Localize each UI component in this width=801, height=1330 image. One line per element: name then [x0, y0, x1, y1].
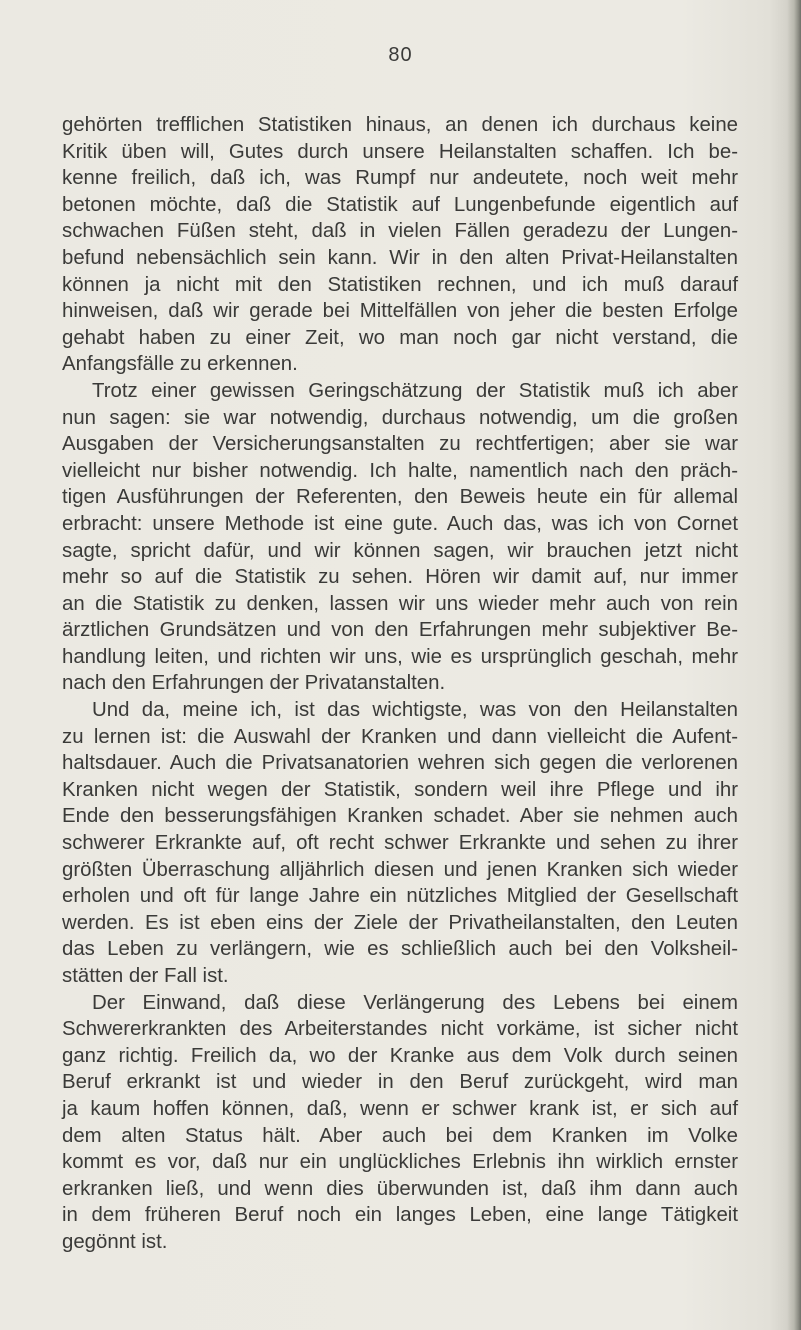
text-line: handlung leiten, und richten wir uns, wie es ursprünglich geschah, mehr — [62, 645, 738, 668]
text-line: größten Überraschung alljährlich diesen und jenen Kranken sich wieder — [62, 858, 738, 881]
text-line: ärztlichen Grundsätzen und von den Erfahrungen mehr subjektiver Be- — [62, 619, 738, 642]
text-line: stätten der Fall ist. — [62, 965, 229, 987]
text-line: erbracht: unsere Methode ist eine gute. Auch das, was ich von Cornet — [62, 512, 738, 535]
text-line: werden. Es ist eben eins der Ziele der Privatheilanstalten, den Leuten — [62, 911, 738, 934]
text-line: befund nebensächlich sein kann. Wir in den alten Privat-Heilanstalten — [62, 246, 738, 269]
text-line: ganz richtig. Freilich da, wo der Kranke aus dem Volk durch seinen — [62, 1044, 738, 1067]
text-line: Schwererkrankten des Arbeiterstandes nicht vorkäme, ist sicher nicht — [62, 1018, 738, 1041]
text-line: an die Statistik zu denken, lassen wir uns wieder mehr auch von rein — [62, 592, 738, 615]
text-line: vielleicht nur bisher notwendig. Ich halte, namentlich nach den präch- — [62, 459, 738, 482]
text-line: erholen und oft für lange Jahre ein nützliches Mitglied der Gesellschaft — [62, 885, 738, 908]
text-line: gehabt haben zu einer Zeit, wo man noch gar nicht verstand, die — [62, 326, 738, 349]
text-line: hinweisen, daß wir gerade bei Mittelfällen von jeher die besten Erfolge — [62, 300, 738, 323]
text-line: gehörten trefflichen Statistiken hinaus, an denen ich durchaus keine — [62, 114, 738, 136]
text-line: kommt es vor, daß nur ein unglückliches Erlebnis ihn wirklich ernster — [62, 1151, 738, 1174]
text-line: können ja nicht mit den Statistiken rechnen, und ich muß darauf — [62, 273, 738, 296]
text-line: schwerer Erkrankte auf, oft recht schwer Erkrankte und sehen zu ihrer — [62, 832, 738, 855]
page-number: 80 — [388, 44, 413, 66]
text-line: gegönnt ist. — [62, 1230, 168, 1253]
text-line: nun sagen: sie war notwendig, durchaus notwendig, um die großen — [62, 406, 738, 429]
text-line: haltsdauer. Auch die Privatsanatorien wehren sich gegen die verlorenen — [62, 752, 738, 775]
text-line: dem alten Status hält. Aber auch bei dem Kranken im Volke — [62, 1124, 738, 1147]
text-line: zu lernen ist: die Auswahl der Kranken und dann vielleicht die Aufent- — [62, 725, 738, 748]
text-line: Anfangsfälle zu erkennen. — [62, 353, 298, 376]
text-line: Ende den besserungsfähigen Kranken schadet. Aber sie nehmen auch — [62, 805, 738, 828]
text-line: ja kaum hoffen können, daß, wenn er schwer krank ist, er sich auf — [62, 1097, 738, 1120]
text-line: in dem früheren Beruf noch ein langes Leben, eine lange Tätigkeit — [62, 1204, 738, 1227]
text-line: Ausgaben der Versicherungsanstalten zu rechtfertigen; aber sie war — [62, 433, 738, 456]
text-line: Kritik üben will, Gutes durch unsere Heilanstalten schaffen. Ich be- — [62, 140, 738, 163]
text-line: betonen möchte, daß die Statistik auf Lungenbefunde eigentlich auf — [62, 193, 738, 216]
text-line: Der Einwand, daß diese Verlängerung des Lebens bei einem — [92, 991, 738, 1014]
text-line: schwachen Füßen steht, daß in vielen Fällen geradezu der Lungen- — [62, 220, 738, 243]
body-text — [62, 112, 738, 1256]
text-line: Und da, meine ich, ist das wichtigste, was von den Heilanstalten — [92, 699, 738, 722]
text-line: sagte, spricht dafür, und wir können sagen, wir brauchen jetzt nicht — [62, 539, 738, 562]
text-line: kenne freilich, daß ich, was Rumpf nur andeutete, noch weit mehr — [62, 167, 738, 190]
text-line: erkranken ließ, und wenn dies überwunden ist, daß ihm dann auch — [62, 1177, 738, 1200]
text-line: Beruf erkrankt ist und wieder in den Beruf zurückgeht, wird man — [62, 1071, 738, 1094]
text-line: Trotz einer gewissen Geringschätzung der Statistik muß ich aber — [92, 379, 738, 402]
text-line: nach den Erfahrungen der Privatanstalten. — [62, 672, 446, 695]
text-line: Kranken nicht wegen der Statistik, sondern weil ihre Pflege und ihr — [62, 778, 738, 801]
page-edge-shadow — [787, 0, 801, 1330]
text-line: das Leben zu verlängern, wie es schließlich auch bei den Volksheil- — [62, 938, 738, 961]
text-line: tigen Ausführungen der Referenten, den Beweis heute ein für allemal — [62, 486, 738, 509]
text-line: mehr so auf die Statistik zu sehen. Hören wir damit auf, nur immer — [62, 566, 738, 589]
